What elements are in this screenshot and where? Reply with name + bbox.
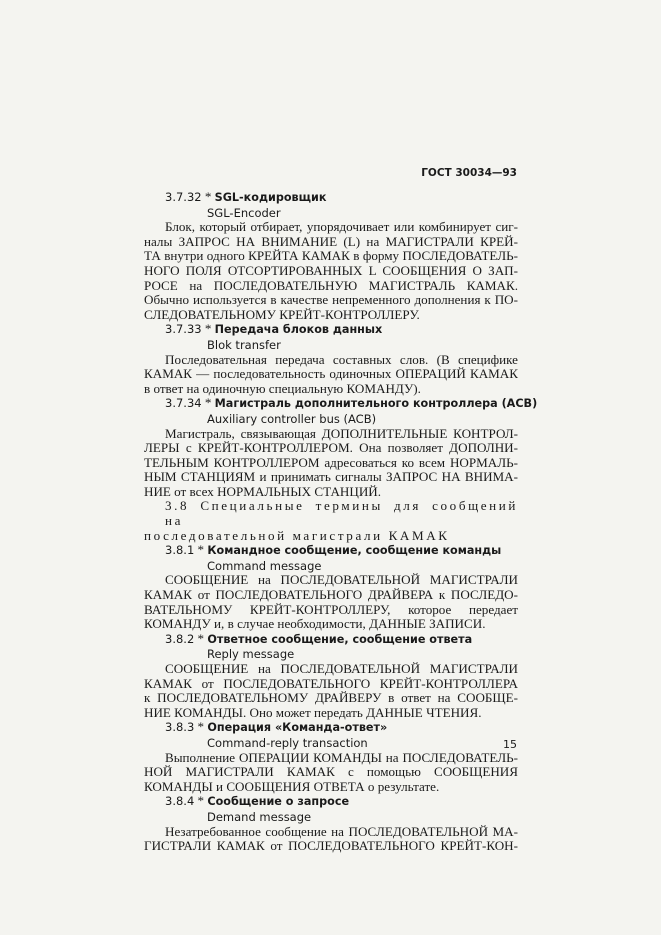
text-line: Блок, который отбирает, упорядочивает или комбинирует сиг- [165,219,518,235]
term-heading: 3.8.2 * Ответное сообщение, сообщение ответа [165,630,473,646]
section-heading: 3.8 Специальные термины для сообщений на [165,498,519,529]
section-3-7-33 [144,322,518,396]
term-title: Ответное сообщение, сообщение ответа [207,632,473,646]
term-english: SGL-Encoder [207,205,281,220]
section-3-8 [144,499,518,543]
text-line: СЛЕДОВАТЕЛЬНОМУ КРЕЙТ-КОНТРОЛЛЕРУ. [144,306,420,322]
term-english: Reply message [207,647,295,662]
text-line: ЛЕРЫ с КРЕЙТ-КОНТРОЛЛЕРОМ. Она позволяет ДОПОЛНИ- [144,440,518,456]
text-line: ГИСТРАЛИ КАМАК от ПОСЛЕДОВАТЕЛЬНОГО КРЕЙТ-КОН- [144,838,518,854]
text-line: ВАТЕЛЬНОМУ КРЕЙТ-КОНТРОЛЛЕРУ, которое передает [144,601,518,617]
term-heading: 3.8.4 * Сообщение о запросе [165,793,350,809]
text-line: СООБЩЕНИЕ на ПОСЛЕДОВАТЕЛЬНОЙ МАГИСТРАЛИ [165,572,518,588]
text-line: РОСЕ на ПОСЛЕДОВАТЕЛЬНУЮ МАГИСТРАЛЬ КАМАК. [144,277,518,293]
term-heading: 3.7.34 * Магистраль дополнительного контроллера (ACB) [165,395,538,411]
term-title: SGL-кодировщик [214,191,327,204]
text-line: Незатребованное сообщение на ПОСЛЕДОВАТЕЛЬНОЙ МА- [165,823,518,839]
section-3-8-1 [144,543,518,632]
text-line: НЫМ СТАНЦИЯМ и принимать сигналы ЗАПРОС НА ВНИМА- [144,469,518,485]
section-3-8-3 [144,720,518,794]
text-line: НИЕ КОМАНДЫ. Оно может передать ДАННЫЕ ЧТЕНИЯ. [144,704,482,720]
text-line: СООБЩЕНИЕ на ПОСЛЕДОВАТЕЛЬНОЙ МАГИСТРАЛИ [165,661,518,676]
term-english: Command-reply transaction [207,735,368,750]
term-title: Передача блоков данных [214,323,383,337]
text-line: КОМАНДЫ и СООБЩЕНИЯ ОТВЕТА о результате. [144,778,440,794]
section-3-8-2 [144,632,518,721]
section-3-8-4 [144,794,518,853]
text-line: НОЙ МАГИСТРАЛИ КАМАК с помощью СООБЩЕНИЯ [144,764,518,780]
text-line: к ПОСЛЕДОВАТЕЛЬНОМУ ДРАЙВЕРУ в ответ на СООБЩЕ- [144,690,518,706]
text-line: Выполнение ОПЕРАЦИИ КОМАНДЫ на ПОСЛЕДОВАТЕЛЬ- [165,749,518,765]
body-text [144,189,538,854]
term-heading: 3.7.32 * SGL-кодировщик [165,189,327,204]
text-line: Обычно используется в качестве непременного дополнения к ПО- [144,292,518,308]
term-title: Магистраль дополнительного контроллера (ACB) [214,397,538,411]
term-english: Demand message [207,809,312,824]
term-english: Auxiliary controller bus (ACB) [207,411,377,426]
term-heading: 3.7.33 * Передача блоков данных [165,321,383,337]
text-line: в ответ на одиночную специальную КОМАНДУ). [144,380,421,396]
section-3-7-34 [144,395,538,499]
term-english: Command message [207,558,322,573]
section-heading-cont: последовательной магистрали КАМАК [144,527,450,543]
text-line: ТЕЛЬНЫМ КОНТРОЛЛЕРОМ адресоваться ко всем НОРМАЛЬ- [144,454,518,470]
text-line: ТА внутри одного КРЕЙТА КАМАК в форму ПОСЛЕДОВАТЕЛЬ- [144,248,518,264]
term-title: Операция «Команда-ответ» [207,721,388,735]
page-header: ГОСТ 30034—93 [421,167,517,179]
term-title: Сообщение о запросе [207,795,350,809]
text-line: НИЕ от всех НОРМАЛЬНЫХ СТАНЦИЙ. [144,483,382,499]
page-number: 15 [503,738,517,751]
text-line: Магистраль, связывающая ДОПОЛНИТЕЛЬНЫЕ КОНТРОЛ- [165,425,518,441]
text-line: НОГО ПОЛЯ ОТСОРТИРОВАННЫХ L СООБЩЕНИЯ О ЗАП- [144,262,518,278]
text-line: налы ЗАПРОС НА ВНИМАНИЕ (L) на МАГИСТРАЛИ КРЕЙ- [144,233,518,249]
term-title: Командное сообщение, сообщение команды [207,544,502,558]
text-line: КАМАК от ПОСЛЕДОВАТЕЛЬНОГО КРЕЙТ-КОНТРОЛЛЕРА [144,675,518,691]
section-3-7-32 [144,190,518,322]
term-heading: 3.8.3 * Операция «Команда-ответ» [165,719,388,735]
term-english: Blok transfer [207,337,281,352]
term-heading: 3.8.1 * Командное сообщение, сообщение команды [165,542,502,558]
text-line: КАМАК — последовательность одиночных ОПЕРАЦИЙ КАМАК [144,366,518,382]
text-line: КАМАК от ПОСЛЕДОВАТЕЛЬНОГО ДРАЙВЕРА к ПОСЛЕДО- [144,587,518,603]
text-line: КОМАНДУ и, в случае необходимости, ДАННЫЕ ЗАПИСИ. [144,616,486,632]
text-line: Последовательная передача составных слов. (В специфике [165,351,518,367]
